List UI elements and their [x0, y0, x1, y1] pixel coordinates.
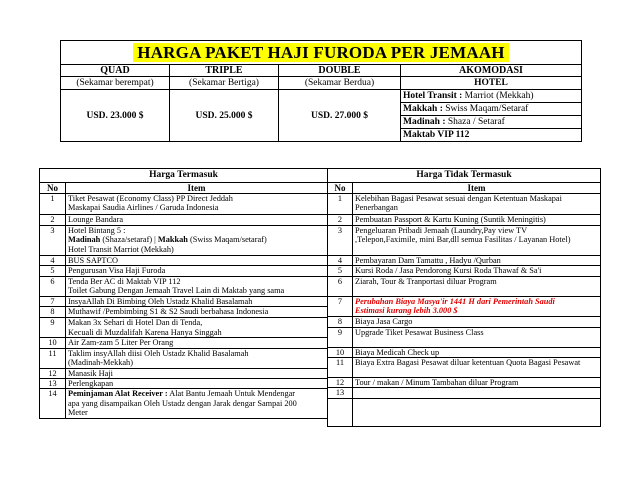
- item-text: Hotel Bintang 5 :: [68, 226, 126, 235]
- included-row-item: [66, 379, 328, 389]
- item-text: Biaya Medicah Check up: [355, 347, 440, 357]
- item-line: [68, 349, 325, 358]
- item-line: [355, 277, 598, 286]
- triple-subtitle: (Sekamar Bertiga): [170, 77, 279, 90]
- item-text: (Shaza/setaraf) |: [100, 235, 158, 245]
- included-row-item: [66, 368, 328, 378]
- item-text: Estimasi kurang lebih 3.000 $: [355, 306, 458, 316]
- included-table: [39, 168, 328, 419]
- item-line: [355, 297, 598, 306]
- excluded-item-header: Item: [353, 183, 601, 194]
- included-row-no: 9: [40, 318, 66, 338]
- excluded-row-no: 10: [328, 347, 353, 357]
- included-row: [40, 379, 328, 389]
- item-text: Alat Bantu Jemaah Untuk Mendengar: [167, 389, 296, 399]
- item-line: [355, 235, 598, 244]
- item-text: Maskapai Saudia Airlines / Garuda Indonesia: [68, 203, 219, 213]
- excluded-row-no: 6: [328, 276, 353, 296]
- item-text: Biaya Extra Bagasi Pesawat diluar ketentuan Quota Bagasi Pesawat: [355, 358, 581, 368]
- excluded-row-item: [353, 215, 601, 226]
- hotel-transit: [401, 90, 582, 103]
- item-line: [355, 348, 598, 357]
- col-double-header: DOUBLE: [279, 65, 401, 77]
- item-text: Penerbangan: [355, 203, 398, 213]
- item-line: [68, 399, 325, 408]
- item-text: Perlengkapan: [68, 379, 114, 389]
- item-line: [68, 307, 325, 316]
- included-row: [40, 215, 328, 226]
- item-line: [68, 266, 325, 275]
- included-row: [40, 318, 328, 338]
- item-line: [68, 358, 325, 367]
- item-line: [68, 194, 325, 203]
- excluded-row: [328, 358, 601, 378]
- excluded-row: [328, 378, 601, 388]
- excluded-row-item: [353, 296, 601, 316]
- included-row-item: [66, 338, 328, 348]
- item-text: Perubahan Biaya Masya'ir 1441 H dari Pemerintah Saudi: [355, 296, 555, 306]
- excluded-no-header: No: [328, 183, 353, 194]
- item-text: Pembayaran Dam Tamattu , Hadyu /Qurban: [355, 256, 501, 265]
- item-city: Makkah: [157, 235, 188, 245]
- item-line: [68, 215, 325, 224]
- item-text: Lounge Bandara: [68, 215, 124, 224]
- item-line: [355, 317, 598, 326]
- included-no-header: No: [40, 183, 66, 194]
- included-row: [40, 296, 328, 306]
- excluded-row: [328, 266, 601, 276]
- item-line: [68, 389, 325, 398]
- item-line: [68, 318, 325, 327]
- included-row-no: 2: [40, 215, 66, 226]
- quad-subtitle: (Sekamar berempat): [61, 77, 170, 90]
- excluded-row-item: [353, 398, 601, 426]
- included-row-no: 13: [40, 379, 66, 389]
- excluded-row-no: 3: [328, 226, 353, 256]
- title-cell: [61, 41, 582, 65]
- included-row: [40, 276, 328, 296]
- included-row: [40, 348, 328, 368]
- included-row-item: [66, 276, 328, 296]
- item-line: [68, 408, 325, 417]
- item-city: Madinah: [68, 235, 101, 245]
- included-row-no: 5: [40, 266, 66, 276]
- included-row-item: [66, 389, 328, 418]
- excluded-row-item: [353, 266, 601, 276]
- item-text: Tenda Ber AC di Maktab VIP 112: [68, 276, 181, 286]
- excluded-row-item: [353, 327, 601, 347]
- hotel-maktab: [401, 129, 582, 142]
- excluded-row-no: [328, 398, 353, 426]
- item-text: Upgrade Tiket Pesawat Business Class: [355, 327, 484, 337]
- item-line: [355, 358, 598, 367]
- included-row: [40, 226, 328, 256]
- included-row-item: [66, 296, 328, 306]
- item-line: [68, 235, 325, 244]
- item-text: Pengurusan Visa Haji Furoda: [68, 266, 166, 276]
- excluded-row: [328, 194, 601, 215]
- item-text: Air Zam-zam 5 Liter Per Orang: [68, 338, 174, 348]
- excluded-row: [328, 296, 601, 316]
- excluded-row-item: [353, 378, 601, 388]
- item-line: [355, 378, 598, 387]
- included-row: [40, 368, 328, 378]
- item-line: [355, 256, 598, 265]
- excluded-row-item: [353, 276, 601, 296]
- triple-price: USD. 25.000 $: [170, 90, 279, 142]
- excluded-row: [328, 327, 601, 347]
- item-line: [68, 245, 325, 254]
- excluded-row-no: 1: [328, 194, 353, 215]
- col-triple-header: TRIPLE: [170, 65, 279, 77]
- item-line: [68, 286, 325, 295]
- double-subtitle: (Sekamar Berdua): [279, 77, 401, 90]
- included-row-item: [66, 318, 328, 338]
- double-price: USD. 27.000 $: [279, 90, 401, 142]
- hotel-value: Shaza / Setaraf: [445, 117, 505, 127]
- item-line: [355, 194, 598, 203]
- included-row-no: 3: [40, 226, 66, 256]
- excluded-row: [328, 215, 601, 226]
- item-text: Muthawif /Pembimbing S1 & S2 Saudi berbahasa Indonesia: [68, 307, 269, 317]
- excluded-row-no: 9: [328, 327, 353, 347]
- item-text: Ziarah, Tour & Tranportasi diluar Program: [355, 276, 497, 286]
- included-row-item: [66, 226, 328, 256]
- included-row: [40, 266, 328, 276]
- excluded-row-item: [353, 347, 601, 357]
- excluded-row: [328, 347, 601, 357]
- item-line: [68, 379, 325, 388]
- excluded-row-no: 13: [328, 388, 353, 398]
- item-text: BUS SAPTCO: [68, 256, 119, 265]
- hotel-subtitle: HOTEL: [401, 77, 582, 90]
- included-row-no: 6: [40, 276, 66, 296]
- hotel-label: Maktab VIP 112: [403, 130, 470, 140]
- included-row-item: [66, 348, 328, 368]
- excluded-row-no: 12: [328, 378, 353, 388]
- included-row-no: 8: [40, 307, 66, 318]
- included-item-header: Item: [66, 183, 328, 194]
- included-rows: [40, 194, 328, 419]
- excluded-row-item: [353, 388, 601, 398]
- included-row: [40, 256, 328, 266]
- excluded-row-no: 8: [328, 316, 353, 327]
- included-row: [40, 389, 328, 418]
- item-text: Kursi Roda / Jasa Pendorong Kursi Roda Thawaf & Sa'i: [355, 266, 542, 276]
- excluded-row-item: [353, 256, 601, 266]
- item-text: Makan 3x Sehari di Hotel Dan di Tenda,: [68, 318, 203, 328]
- item-text: Pembuatan Passport & Kartu Kuning (Suntik Meningitis): [355, 215, 546, 224]
- included-row: [40, 338, 328, 348]
- excluded-row: [328, 388, 601, 398]
- item-text: (Swiss Maqam/setaraf): [187, 235, 267, 245]
- excluded-row-no: 5: [328, 266, 353, 276]
- excluded-row: [328, 276, 601, 296]
- included-row-no: 11: [40, 348, 66, 368]
- excluded-row-item: [353, 316, 601, 327]
- item-line: [355, 215, 598, 224]
- item-text: Taklim insyAllah diisi Oleh Ustadz Khalid Basalamah: [68, 348, 249, 358]
- item-bold-prefix: Peminjaman Alat Receiver :: [68, 389, 168, 399]
- excluded-table: [327, 168, 601, 427]
- included-row-item: [66, 194, 328, 215]
- excluded-row-no: 7: [328, 296, 353, 316]
- item-text: Pengeluaran Pribadi Jemaah (Laundry,Pay view TV: [355, 226, 528, 235]
- excluded-row-item: [353, 226, 601, 256]
- included-row-item: [66, 266, 328, 276]
- excluded-title: Harga Tidak Termasuk: [328, 169, 601, 183]
- page-title: HARGA PAKET HAJI FURODA PER JEMAAH: [133, 43, 508, 62]
- item-line: [68, 256, 325, 265]
- price-table: [60, 40, 582, 142]
- included-row-no: 10: [40, 338, 66, 348]
- item-text: Kecuali di Muzdalifah Karena Hanya Singgah: [68, 327, 222, 337]
- item-line: [355, 306, 598, 315]
- hotel-label: Makkah :: [403, 104, 443, 114]
- included-row-no: 14: [40, 389, 66, 418]
- included-row-item: [66, 307, 328, 318]
- item-text: (Madinah-Mekkah): [68, 358, 133, 368]
- excluded-rows: [328, 194, 601, 427]
- included-title: Harga Termasuk: [40, 169, 328, 183]
- item-line: [68, 369, 325, 378]
- item-line: [355, 328, 598, 337]
- excluded-row: [328, 398, 601, 426]
- excluded-row-no: 11: [328, 358, 353, 378]
- item-line: [68, 226, 325, 235]
- hotel-value: Marriot (Mekkah): [462, 91, 534, 101]
- hotel-makkah: [401, 103, 582, 116]
- excluded-row-no: 2: [328, 215, 353, 226]
- item-text: Kelebihan Bagasi Pesawat sesuai dengan Ketentuan Maskapai: [355, 194, 562, 203]
- item-text: Hotel Transit Marriot (Mekkah): [68, 244, 174, 254]
- item-line: [68, 338, 325, 347]
- included-row: [40, 307, 328, 318]
- included-row-item: [66, 215, 328, 226]
- col-quad-header: QUAD: [61, 65, 170, 77]
- included-row-item: [66, 256, 328, 266]
- hotel-value: Swiss Maqam/Setaraf: [442, 104, 529, 114]
- item-line: [68, 297, 325, 306]
- item-text: Tiket Pesawat (Economy Class) PP Direct Jeddah: [68, 194, 233, 203]
- item-text: Manasik Haji: [68, 368, 113, 378]
- item-line: [68, 277, 325, 286]
- item-text: ,Telepon,Faximile, mini Bar,dll semua Fasilitas / Layanan Hotel): [355, 235, 571, 245]
- excluded-row: [328, 256, 601, 266]
- item-line: [355, 226, 598, 235]
- item-line: [355, 266, 598, 275]
- included-row-no: 4: [40, 256, 66, 266]
- item-text: Toilet Gabung Dengan Jemaah Travel Lain di Maktab yang sama: [68, 286, 285, 296]
- excluded-row-item: [353, 358, 601, 378]
- excluded-row: [328, 316, 601, 327]
- included-row-no: 7: [40, 296, 66, 306]
- item-text: Meter: [68, 408, 88, 418]
- item-line: [68, 203, 325, 212]
- included-row-no: 1: [40, 194, 66, 215]
- included-row-no: 12: [40, 368, 66, 378]
- excluded-row-item: [353, 194, 601, 215]
- item-line: [68, 328, 325, 337]
- item-text: InsyaAllah Di Bimbing Oleh Ustadz Khalid Basalamah: [68, 296, 253, 306]
- excluded-row: [328, 226, 601, 256]
- excluded-row-no: 4: [328, 256, 353, 266]
- item-text: apa yang disampaikan Oleh Ustadz dengan Jarak dengar Sampai 200: [68, 398, 297, 408]
- item-text: Biaya Jasa Cargo: [355, 316, 413, 326]
- hotel-label: Hotel Transit :: [403, 91, 463, 101]
- hotel-label: Madinah :: [403, 117, 446, 127]
- col-akomodasi-header: AKOMODASI: [401, 65, 582, 77]
- quad-price: USD. 23.000 $: [61, 90, 170, 142]
- hotel-madinah: [401, 116, 582, 129]
- included-row: [40, 194, 328, 215]
- item-text: Tour / makan / Minum Tambahan diluar Program: [355, 378, 519, 388]
- item-line: [355, 203, 598, 212]
